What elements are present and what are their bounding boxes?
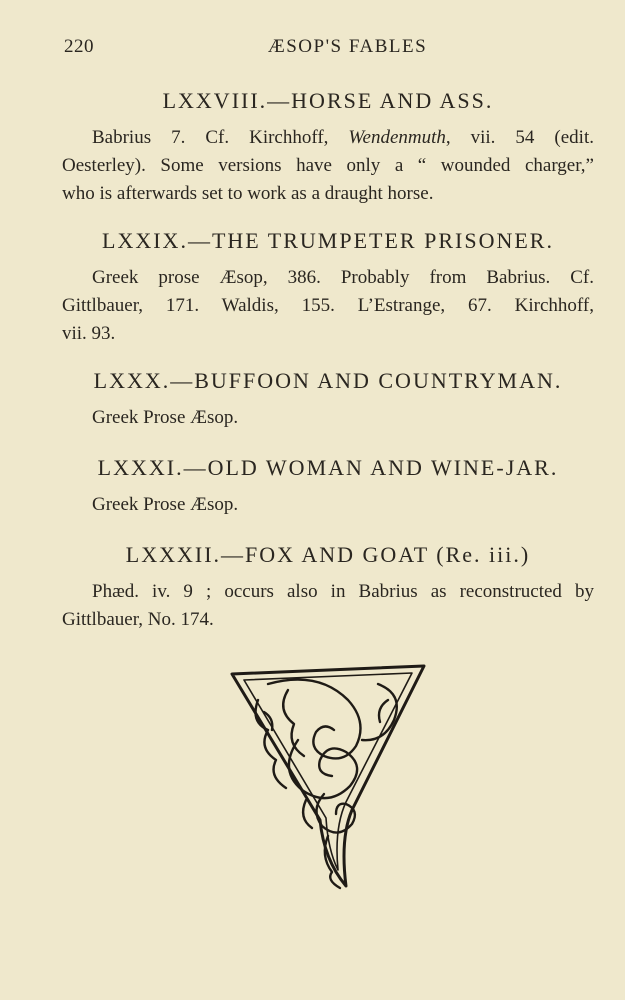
note-line: Gittlbauer, 171. Waldis, 155. L’Estrange, 67. Kirchhoff, [62,295,594,316]
note-line: vii. 93. [62,323,116,344]
fable-note-lxxx [62,368,594,432]
fable-heading: LXXXII.—FOX AND GOAT (Re. iii.) [125,542,531,567]
note-line: who is afterwards set to work as a draught horse. [62,183,434,204]
fable-note-lxxxii [62,542,594,634]
fable-note-text [62,578,594,634]
fable-heading: LXXVIII.—HORSE AND ASS. [162,88,494,113]
fable-note-text [62,264,594,348]
fable-note-lxxix [62,228,594,348]
note-line: Phæd. iv. 9 ; occurs also in Babrius as reconstructed by [92,581,594,602]
fable-heading: LXXXI.—OLD WOMAN AND WINE-JAR. [97,455,559,480]
page-number: 220 [64,36,94,57]
italic-title: Wendenmuth [348,127,446,148]
running-title: ÆSOP'S FABLES [267,36,428,57]
fable-note-text [62,491,594,519]
fable-note-lxxxi [62,455,594,519]
note-line: Babrius 7. Cf. Kirchhoff, Wendenmuth, vii. 54 (edit. [92,127,594,148]
fable-note-text [62,404,594,432]
note-line: Gittlbauer, No. 174. [62,609,214,630]
fable-note-text [62,124,594,208]
tailpiece-ornament-icon [228,660,428,896]
note-line: Greek Prose Æsop. [92,407,239,428]
page-header [64,36,591,60]
note-line: Oesterley). Some versions have only a “ wounded charger,” [62,155,594,176]
fable-note-lxxviii [62,88,594,208]
fable-heading: LXXX.—BUFFOON AND COUNTRYMAN. [93,368,563,393]
note-line: Greek Prose Æsop. [92,494,239,515]
fable-heading: LXXIX.—THE TRUMPETER PRISONER. [102,228,554,253]
note-line: Greek prose Æsop, 386. Probably from Babrius. Cf. [92,267,594,288]
